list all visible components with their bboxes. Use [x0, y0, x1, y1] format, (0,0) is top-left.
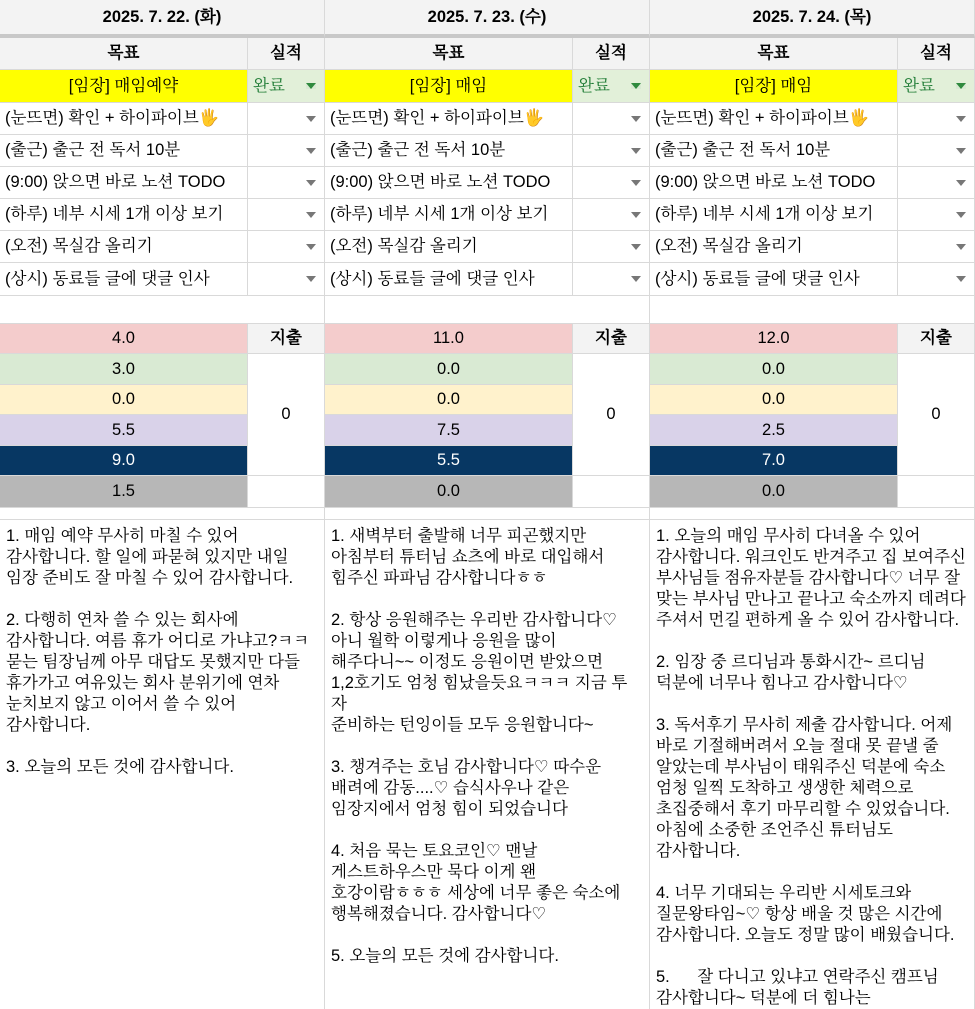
status-dropdown[interactable]	[898, 70, 975, 103]
result-dropdown[interactable]	[248, 263, 325, 296]
score-cell[interactable]: 7.0	[650, 446, 898, 476]
empty-row[interactable]	[650, 296, 975, 324]
score-cell[interactable]: 2.5	[650, 415, 898, 446]
goal-item[interactable]: (하루) 네부 시세 1개 이상 보기	[0, 199, 248, 231]
gratitude-notes[interactable]: 1. 매임 예약 무사히 마칠 수 있어 감사합니다. 할 일에 파묻혀 있지만 내일 임장 준비도 잘 마칠 수 있어 감사합니다. 2. 다행히 연차 쓸 수 있는 회사에 감사합니다. 여름 휴가 어디로 가냐고?ㅋㅋ 묻는 팀장님께 아무 대답도 못했지만 다들 휴가가고 여유있는 회사 분위기에 연차 눈치보지 않고 이어서 쓸 수 있어 감사합니다. 3. 오늘의 모든 것에 감사합니다.	[0, 520, 325, 1009]
goal-item[interactable]: (상시) 동료들 글에 댓글 인사	[325, 263, 573, 296]
status-value: 완료	[903, 76, 935, 95]
result-header[interactable]: 실적	[573, 38, 650, 70]
chevron-down-icon	[956, 180, 966, 186]
result-dropdown[interactable]	[573, 135, 650, 167]
empty-cell[interactable]	[898, 476, 975, 508]
score-cell[interactable]: 7.5	[325, 415, 573, 446]
date-header[interactable]: 2025. 7. 24. (목)	[650, 0, 975, 38]
chevron-down-icon	[956, 276, 966, 282]
headline-goal[interactable]: [임장] 매임예약	[0, 70, 248, 103]
date-header[interactable]: 2025. 7. 23. (수)	[325, 0, 650, 38]
empty-cell[interactable]	[248, 476, 325, 508]
result-dropdown[interactable]	[248, 167, 325, 199]
result-dropdown[interactable]	[573, 103, 650, 135]
result-dropdown[interactable]	[573, 263, 650, 296]
expense-label[interactable]: 지출	[898, 324, 975, 354]
score-cell[interactable]: 0.0	[650, 354, 898, 385]
score-cell[interactable]: 0.0	[325, 354, 573, 385]
day-column	[650, 0, 975, 1009]
chevron-down-icon	[306, 180, 316, 186]
score-cell[interactable]: 4.0	[0, 324, 248, 354]
result-dropdown[interactable]	[248, 135, 325, 167]
chevron-down-icon	[306, 83, 316, 89]
goal-item[interactable]: (오전) 목실감 올리기	[650, 231, 898, 263]
goal-item[interactable]: (상시) 동료들 글에 댓글 인사	[0, 263, 248, 296]
expense-value[interactable]: 0	[898, 354, 975, 476]
chevron-down-icon	[956, 244, 966, 250]
chevron-down-icon	[631, 244, 641, 250]
chevron-down-icon	[956, 116, 966, 122]
status-dropdown[interactable]	[573, 70, 650, 103]
expense-value[interactable]: 0	[573, 354, 650, 476]
empty-row[interactable]	[0, 508, 325, 520]
result-dropdown[interactable]	[573, 231, 650, 263]
chevron-down-icon	[631, 212, 641, 218]
goal-item[interactable]: (하루) 네부 시세 1개 이상 보기	[650, 199, 898, 231]
empty-row[interactable]	[325, 508, 650, 520]
result-dropdown[interactable]	[573, 167, 650, 199]
score-cell[interactable]: 5.5	[325, 446, 573, 476]
score-cell[interactable]: 5.5	[0, 415, 248, 446]
headline-goal[interactable]: [임장] 매임	[325, 70, 573, 103]
result-dropdown[interactable]	[248, 103, 325, 135]
goal-item[interactable]: (9:00) 앉으면 바로 노션 TODO	[325, 167, 573, 199]
goal-item[interactable]: (출근) 출근 전 독서 10분	[0, 135, 248, 167]
goal-item[interactable]: (출근) 출근 전 독서 10분	[325, 135, 573, 167]
result-dropdown[interactable]	[248, 231, 325, 263]
score-cell[interactable]: 1.5	[0, 476, 248, 508]
day-column	[325, 0, 650, 1009]
score-cell[interactable]: 9.0	[0, 446, 248, 476]
chevron-down-icon	[956, 212, 966, 218]
score-cell[interactable]: 12.0	[650, 324, 898, 354]
expense-value[interactable]: 0	[248, 354, 325, 476]
date-header[interactable]: 2025. 7. 22. (화)	[0, 0, 325, 38]
empty-row[interactable]	[0, 296, 325, 324]
status-dropdown[interactable]	[248, 70, 325, 103]
chevron-down-icon	[956, 83, 966, 89]
chevron-down-icon	[306, 276, 316, 282]
goal-item[interactable]: (오전) 목실감 올리기	[325, 231, 573, 263]
score-cell[interactable]: 0.0	[650, 385, 898, 415]
goal-item[interactable]: (상시) 동료들 글에 댓글 인사	[650, 263, 898, 296]
chevron-down-icon	[306, 116, 316, 122]
score-cell[interactable]: 11.0	[325, 324, 573, 354]
score-cell[interactable]: 0.0	[325, 476, 573, 508]
goal-item[interactable]: (출근) 출근 전 독서 10분	[650, 135, 898, 167]
gratitude-notes[interactable]: 1. 새벽부터 출발해 너무 피곤했지만 아침부터 튜터님 쇼츠에 바로 대입해서 힘주신 파파님 감사합니다ㅎㅎ 2. 항상 응원해주는 우리반 감사합니다♡ 아니 월학 이렇게나 응원을 많이 해주다니~~ 이정도 응원이면 받았으면 1,2호기도 엄청 힘났을듯요ㅋㅋㅋ 지금 투자 준비하는 턴잉이들 모두 응원합니다~ 3. 챙겨주는 호님 감사합니다♡ 따수운 배려에 감동....♡ 습식사우나 같은 임장지에서 엄청 힘이 되었습니다 4. 처음 묵는 토요코인♡ 맨날 게스트하우스만 묵다 이게 왠 호강이람ㅎㅎㅎ 세상에 너무 좋은 숙소에 행복해졌습니다. 감사합니다♡ 5. 오늘의 모든 것에 감사합니다.	[325, 520, 650, 1009]
goal-item[interactable]: (오전) 목실감 올리기	[0, 231, 248, 263]
chevron-down-icon	[631, 116, 641, 122]
chevron-down-icon	[306, 212, 316, 218]
goal-item[interactable]: (9:00) 앉으면 바로 노션 TODO	[650, 167, 898, 199]
status-value: 완료	[578, 76, 610, 95]
empty-cell[interactable]	[573, 476, 650, 508]
chevron-down-icon	[306, 244, 316, 250]
result-header[interactable]: 실적	[248, 38, 325, 70]
goal-item[interactable]: (눈뜨면) 확인 + 하이파이브🖐	[650, 103, 898, 135]
day-column	[0, 0, 325, 1009]
chevron-down-icon	[306, 148, 316, 154]
result-dropdown[interactable]	[898, 103, 975, 135]
goal-header[interactable]: 목표	[325, 38, 573, 70]
empty-row[interactable]	[650, 508, 975, 520]
goal-item[interactable]: (하루) 네부 시세 1개 이상 보기	[325, 199, 573, 231]
empty-row[interactable]	[325, 296, 650, 324]
chevron-down-icon	[631, 148, 641, 154]
result-dropdown[interactable]	[898, 263, 975, 296]
status-value: 완료	[253, 76, 285, 95]
goal-item[interactable]: (눈뜨면) 확인 + 하이파이브🖐	[0, 103, 248, 135]
goal-header[interactable]: 목표	[0, 38, 248, 70]
result-dropdown[interactable]	[898, 167, 975, 199]
result-dropdown[interactable]	[898, 135, 975, 167]
result-dropdown[interactable]	[573, 199, 650, 231]
result-header[interactable]: 실적	[898, 38, 975, 70]
chevron-down-icon	[631, 83, 641, 89]
expense-label[interactable]: 지출	[248, 324, 325, 354]
headline-goal[interactable]: [임장] 매임	[650, 70, 898, 103]
result-dropdown[interactable]	[248, 199, 325, 231]
chevron-down-icon	[956, 148, 966, 154]
expense-label[interactable]: 지출	[573, 324, 650, 354]
score-cell[interactable]: 3.0	[0, 354, 248, 385]
goal-item[interactable]: (9:00) 앉으면 바로 노션 TODO	[0, 167, 248, 199]
result-dropdown[interactable]	[898, 199, 975, 231]
score-cell[interactable]: 0.0	[650, 476, 898, 508]
score-cell[interactable]: 0.0	[0, 385, 248, 415]
chevron-down-icon	[631, 180, 641, 186]
goal-item[interactable]: (눈뜨면) 확인 + 하이파이브🖐	[325, 103, 573, 135]
goal-header[interactable]: 목표	[650, 38, 898, 70]
result-dropdown[interactable]	[898, 231, 975, 263]
chevron-down-icon	[631, 276, 641, 282]
gratitude-notes[interactable]: 1. 오늘의 매임 무사히 다녀올 수 있어 감사합니다. 워크인도 반겨주고 집 보여주신 부사님들 점유자분들 감사합니다♡ 너무 잘 맞는 부사님 만나고 끝나고 숙소까지 데려다 주셔서 먼길 편하게 올 수 있어 감사합니다. 2. 임장 중 르디님과 통화시간~ 르디님 덕분에 너무나 힘나고 감사합니다♡ 3. 독서후기 무사히 제출 감사합니다. 어제 바로 기절해버려서 오늘 절대 못 끝낼 줄 알았는데 부사님이 태워주신 덕분에 숙소 엄청 일찍 도착하고 생생한 체력으로 초집중해서 후기 마무리할 수 있었습니다. 아침에 소중한 조언주신 튜터님도 감사합니다. 4. 너무 기대되는 우리반 시세토크와 질문왕타임~♡ 항상 배울 것 많은 시간에 감사합니다. 오늘도 정말 많이 배웠습니다. 5. 잘 다니고 있냐고 연락주신 캠프님 감사합니다~ 덕분에 더 힘나는	[650, 520, 975, 1009]
score-cell[interactable]: 0.0	[325, 385, 573, 415]
